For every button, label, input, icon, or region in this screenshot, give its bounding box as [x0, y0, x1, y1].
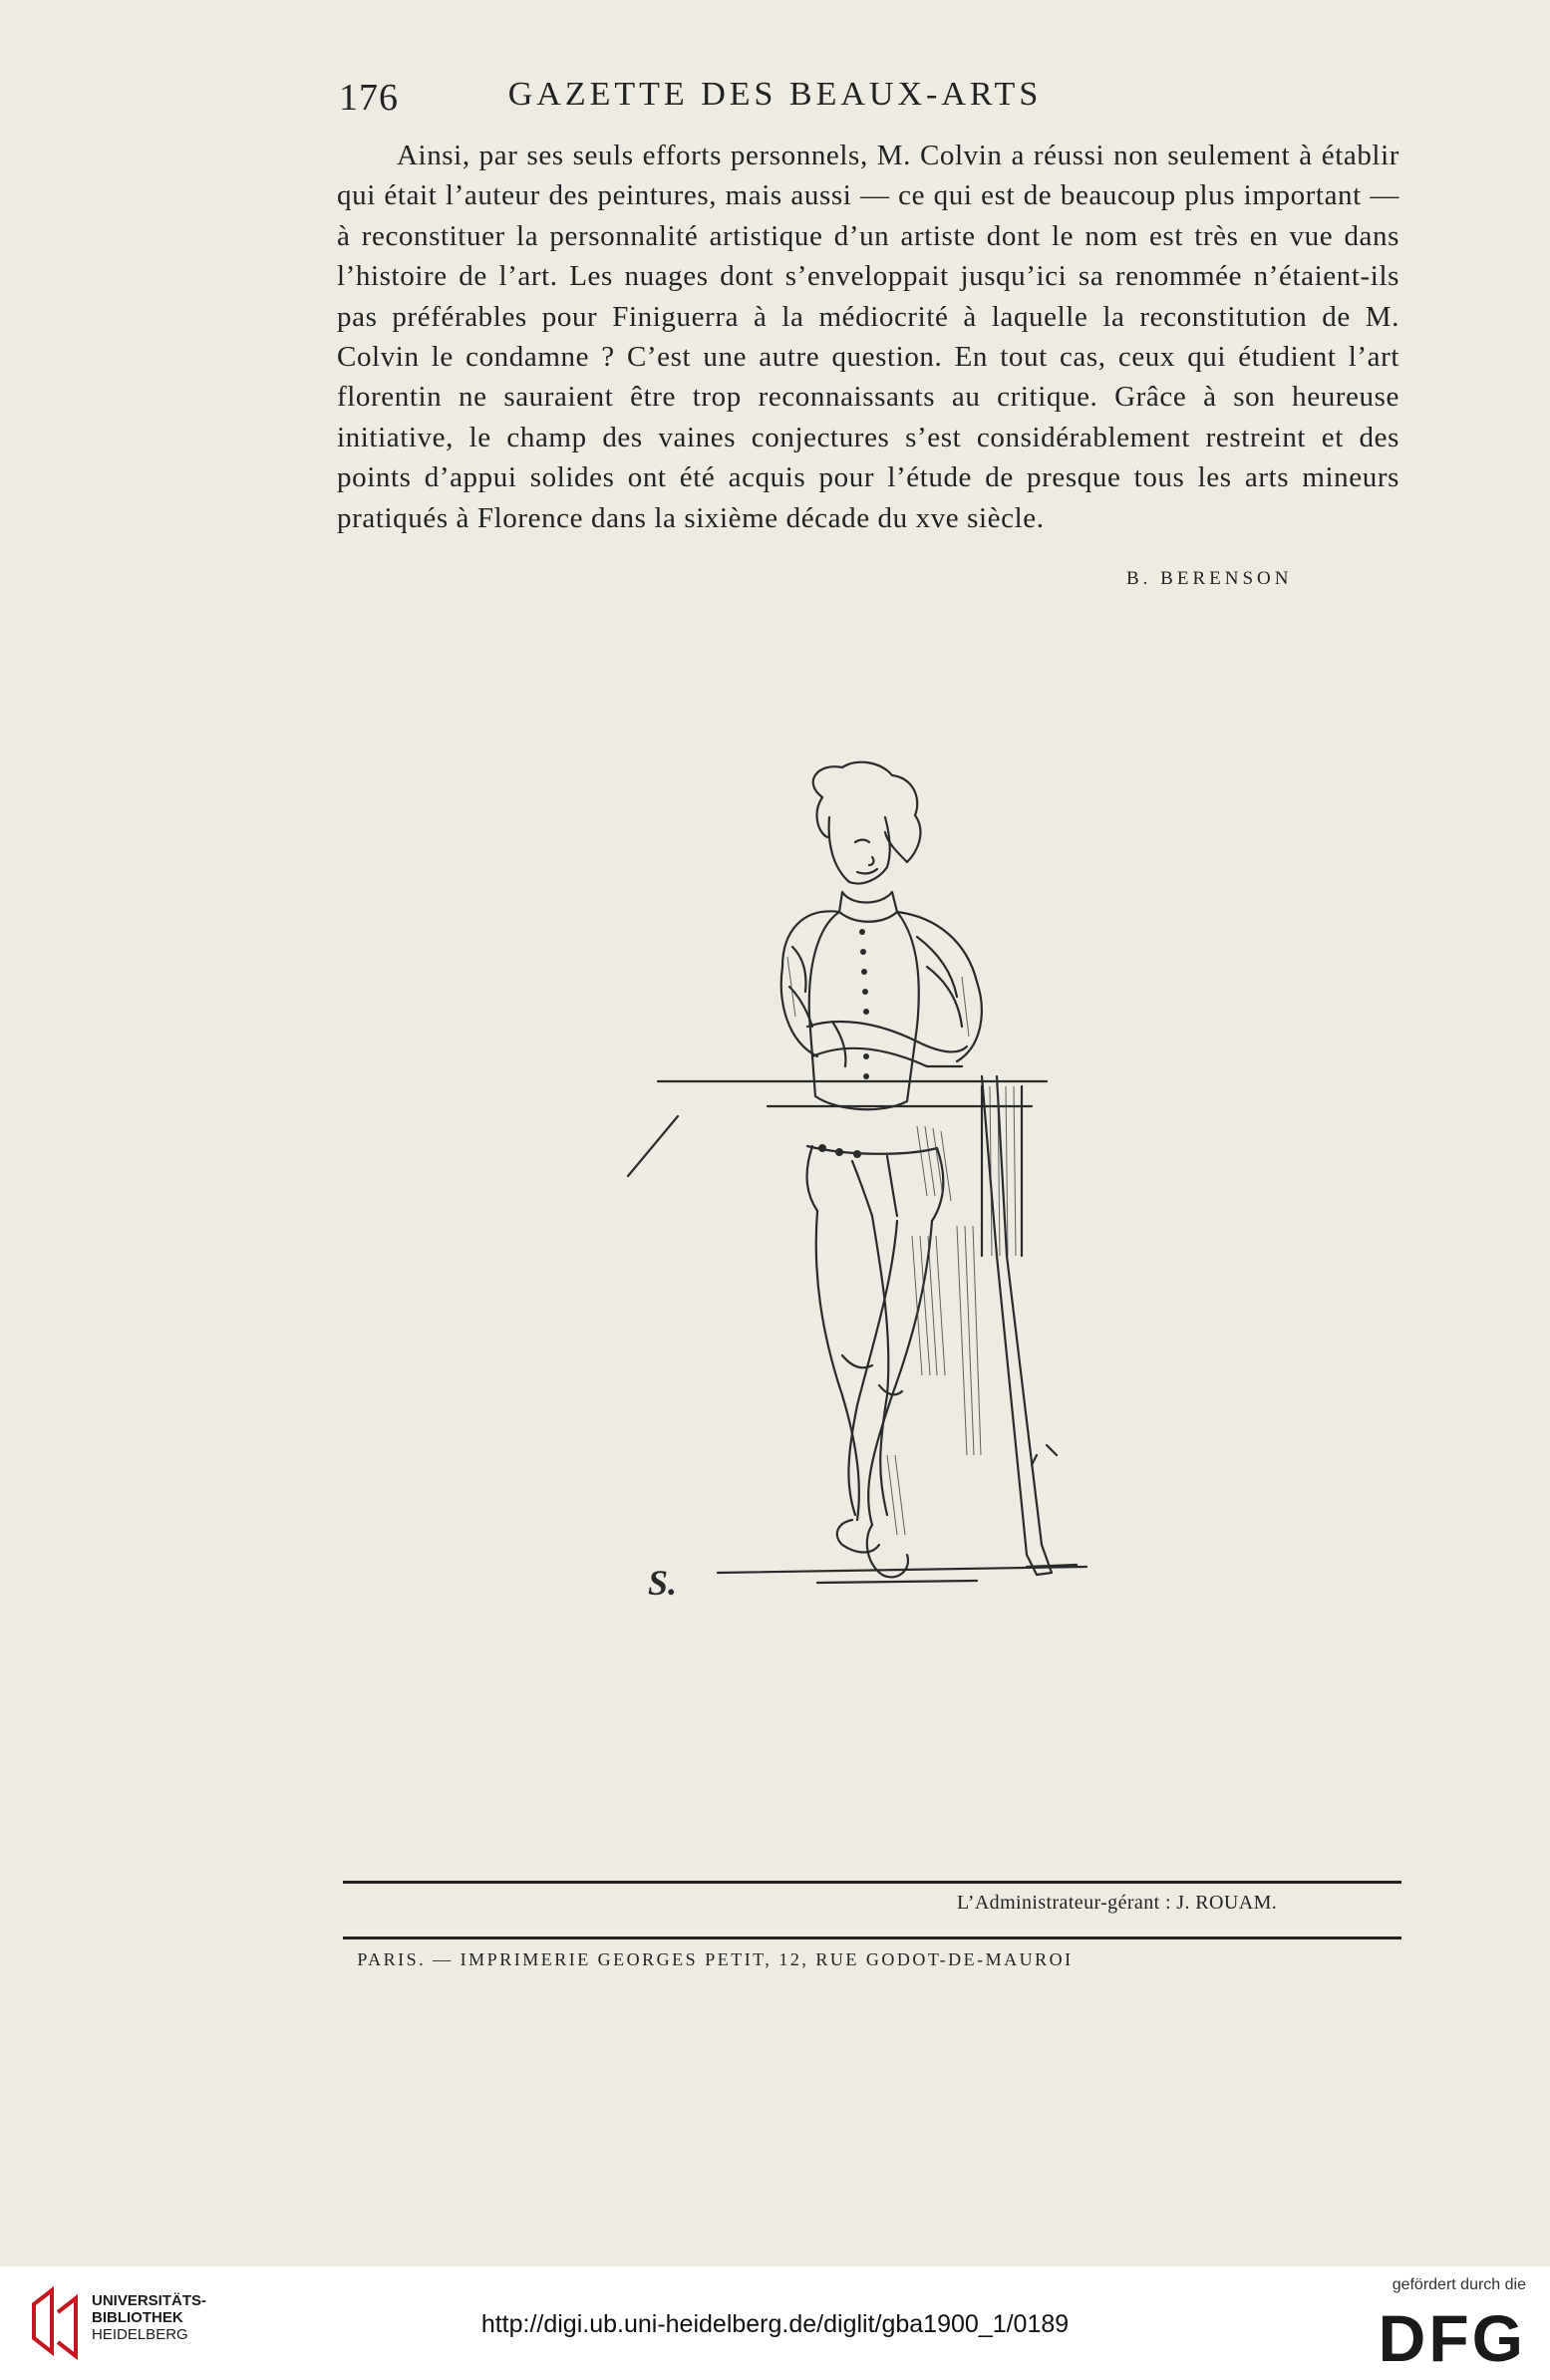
author-signature: B. BERENSON: [1126, 568, 1293, 589]
belt: [807, 1146, 937, 1154]
engraving-figure: [618, 757, 1096, 1635]
funding-note: gefördert durch die: [1392, 2276, 1526, 2293]
artist-monogram: S.: [648, 1563, 678, 1603]
ledge-diagonal: [628, 1116, 678, 1176]
administrator-line: L’Administrateur-gérant : J. ROUAM.: [957, 1892, 1278, 1914]
colophon-bottom-rule: [343, 1936, 1401, 1939]
library-name-line2: BIBLIOTHEK: [92, 2309, 183, 2326]
library-name-line1: UNIVERSITÄTS-: [92, 2292, 207, 2309]
page-number: 176: [339, 77, 399, 119]
crossed-arms: [807, 1022, 967, 1066]
staff: [982, 1076, 1052, 1575]
feet: [837, 1520, 908, 1577]
library-name-line3: HEIDELBERG: [92, 2326, 188, 2343]
hair: [813, 762, 921, 862]
colophon-top-rule: [343, 1881, 1401, 1884]
digitization-footer: [0, 2266, 1550, 2380]
running-head: GAZETTE DES BEAUX-ARTS: [507, 76, 1043, 113]
permalink-url[interactable]: http://digi.ub.uni-heidelberg.de/diglit/gba1900_1/0189: [480, 2310, 1070, 2338]
dfg-logo: DFG: [1378, 2301, 1526, 2375]
article-paragraph: Ainsi, par ses seuls efforts personnels, M. Colvin a réussi non seulement à établir qui était l’auteur des peintures, mais aussi — ce qui est de beaucoup plus important — à reconstituer la personnalité artistique d’un artiste dont le nom est très en vue dans l’histoire de l’art. Les nuages dont s’enveloppait jusqu’ici sa renommée n’étaient-ils pas préférables pour Finiguerra à la médiocrité à laquelle la reconstitution de M. Colvin le condamne ? C’est une autre question. En tout cas, ceux qui étudient l’art florentin ne sauraient être trop reconnaissants au critique. Grâce à son heureuse initiative, le champ des vaines conjectures s’est considérablement restreint et des points d’appui solides ont été acquis pour l’étude de presque tous les arts mineurs pratiqués à Florence dans la sixième décade du xve siècle.: [337, 140, 1399, 534]
printer-imprint: PARIS. — IMPRIMERIE GEORGES PETIT, 12, RUE GODOT-DE-MAUROI: [357, 1949, 1074, 1969]
